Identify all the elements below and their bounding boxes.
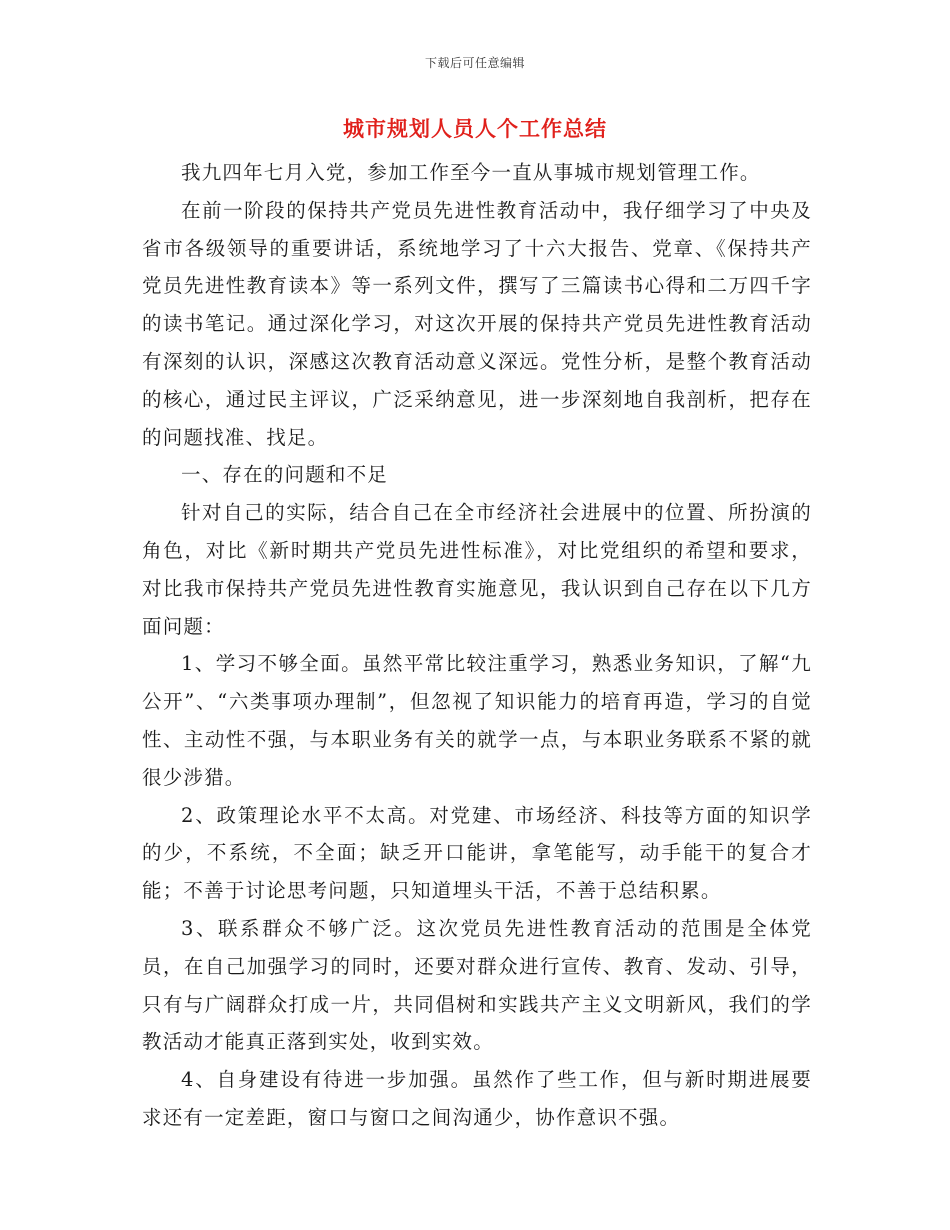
section-heading-problems: 一、存在的问题和不足 <box>181 463 389 487</box>
paragraph-intro: 我九四年七月入党，参加工作至今一直从事城市规划管理工作。 <box>181 161 761 184</box>
document-body <box>142 154 812 1137</box>
paragraph-self-assessment: 针对自己的实际，结合自己在全市经济社会进展中的位置、所扮演的角色，对比《新时期共产党员先进性标准》，对比党组织的希望和要求，对比我市保持共产党员先进性教育实施意见，我认识到自己存在以下几方面问题： <box>142 501 812 638</box>
paragraph-study-background: 在前一阶段的保持共产党员先进性教育活动中，我仔细学习了中央及省市各级领导的重要讲话，系统地学习了十六大报告、党章、《保持共产党员先进性教育读本》等一系列文件，撰写了三篇读书心得和二万四千字的读书笔记。通过深化学习，对这次开展的保持共产党员先进性教育活动有深刻的认识，深感这次教育活动意义深远。党性分析，是整个教育活动的核心，通过民主评议，广泛采纳意见，进一步深刻地自我剖析，把存在的问题找准、找足。 <box>142 198 812 449</box>
page-header-note: 下载后可任意编辑 <box>424 56 525 70</box>
paragraph-issue-3: 3、联系群众不够广泛。这次党员先进性教育活动的范围是全体党员，在自己加强学习的同时，还要对群众进行宣传、教育、发动、引导，只有与广阔群众打成一片，共同倡树和实践共产主义文明新风，我们的学教活动才能真正落到实处，收到实效。 <box>142 916 812 1054</box>
paragraph-issue-2: 2、政策理论水平不太高。对党建、市场经济、科技等方面的知识学的少，不系统，不全面；缺乏开口能讲，拿笔能写，动手能干的复合才能；不善于讨论思考问题，只知道埋头干活，不善于总结积累。 <box>142 803 812 903</box>
paragraph-issue-4: 4、自身建设有待进一步加强。虽然作了些工作，但与新时期进展要求还有一定差距，窗口与窗口之间沟通少，协作意识不强。 <box>142 1068 812 1129</box>
paragraph-issue-1: 1、学习不够全面。虽然平常比较注重学习，熟悉业务知识，了解“九公开”、“六类事项办理制”，但忽视了知识能力的培育再造，学习的自觉性、主动性不强，与本职业务有关的就学一点，与本职业务联系不紧的就很少涉猎。 <box>142 652 812 789</box>
document-title: 城市规划人员人个工作总结 <box>343 116 607 141</box>
